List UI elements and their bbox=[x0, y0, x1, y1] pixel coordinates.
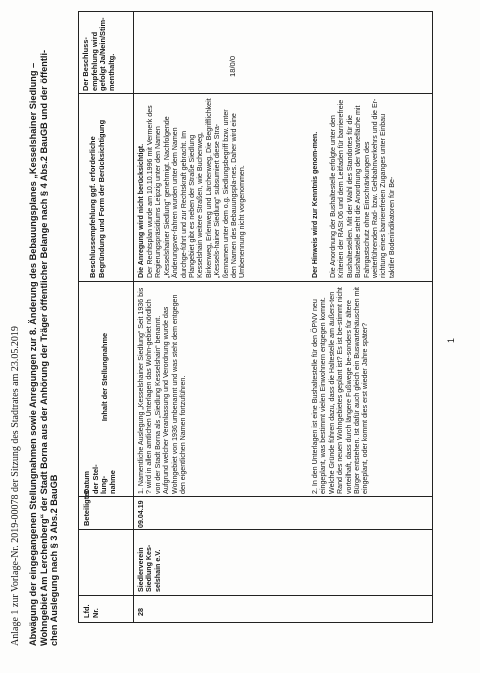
inhalt-point-1: 1. Namentliche Auslegung „Kesselshainer Siedlung“ Seit 1936 bis ? wird in allen amtlichen Unterlagen das Wohn-gebiet nördlich von der Stadt Borna als „Siedlung Kesselshain“ benannt. Aufgrund welcher Veranlassung und Verordnung wurde das Wohngebiet von 1936 umbenannt und was steht dem entgegen den eigentlichen Namen fortzuführen. bbox=[137, 287, 188, 494]
document-title bbox=[28, 46, 60, 646]
column-divider bbox=[79, 281, 432, 282]
empfehlung-1-heading: Die Anregung wird nicht berücksichtigt. bbox=[137, 143, 145, 278]
row-beteiligter: Siedlerverein Siedlung Kes-selshain e.V. bbox=[137, 544, 162, 592]
empfehlung-1-text: Der Rechtsplan wurde am 10.10.1996 mit Vermerk des Regierungspräsidiums Leipzig unter den Namen „Kesselshainer Siedlung“ genehmigt. Nachfolgende Änderungsver-fahren wurden unter dem Namen durchge-führt und zur Rechtskraft gebracht. Im Plangebiet gibt es neben der Straße Siedlung Kesselshain weitere Straßen, wie Buchenweg, Birkenweg, Erlenweg und Lärchenweg. Die Begrifflichkeit „Kessels-hainer Siedlung“ subsumiert diese Stra-ßennamen unter dem o.g. Siedlungsbegriff bzw. unter den Namen des Bebauungspla-nes. Daher wird eine Umbenennung nicht vorgenommen. bbox=[146, 98, 247, 278]
title-line-1: Abwägung der eingegangenen Stellungnahmen sowie Anregungen zur 8. Änderung des Bebauungsplanes „Kesselshainer Siedlung – bbox=[28, 62, 38, 646]
page-number: 1 bbox=[446, 337, 456, 343]
col-header-empfehlung: Beschlussempfehlung ggf. erforderliche Begründung und Form der Berücksichtigung bbox=[88, 119, 106, 278]
vote-result: 18/0/0 bbox=[228, 55, 237, 77]
col-header-datum: Datum der Stel-lung-nahme bbox=[82, 464, 117, 494]
col-header-inhalt: Inhalt der Stellungnahme bbox=[100, 332, 109, 422]
inhalt-point-2: 2. In den Unterlagen ist eine Bushaltestelle für den ÖPNV neu eingeplant, was bestimmt vielen Einwohnern entgegen kommt. Welche Gründe führen dazu, dass die Haltestelle am äußers-ten Rand des neuen Wohngebietes geplant ist? Es ist be-stimmt nicht vorteilhaft, dass durch längere Fußwege be-sonders für ältere Bürger entstehen. Ist dafür auch gleich ein Buswartehäuschen mit eingeplant, oder kommt dies erst wieder Jahre später? bbox=[311, 286, 370, 494]
header-divider bbox=[133, 12, 134, 622]
column-divider bbox=[79, 595, 432, 596]
row-nr: 28 bbox=[137, 608, 145, 616]
deliberation-table bbox=[78, 11, 433, 623]
title-line-2: Wohngebiet Am Lerchenberg“ der Stadt Borna aus der Anhörung der Träger öffentlicher Belange nach § 4 Abs.2 BauGB und der öffentli- bbox=[38, 49, 49, 646]
row-datum: 09.04.19 bbox=[137, 500, 145, 528]
column-divider bbox=[79, 93, 432, 94]
col-header-abstimmung: Der Beschluss-empfehlung wird gefolgt Ja/Nein/Stim-menthaltg. bbox=[81, 17, 116, 91]
column-divider bbox=[79, 496, 432, 497]
col-header-beteiligter: Beteiligter bbox=[82, 489, 91, 526]
column-divider bbox=[79, 529, 432, 530]
empfehlung-2-heading: Der Hinweis wird zur Kenntnis genom-men. bbox=[311, 131, 319, 278]
title-line-3: chen Auslegung nach § 3 Abs.2 BauGB bbox=[49, 474, 60, 646]
col-header-nr: Lfd. Nr. bbox=[82, 604, 100, 618]
empfehlung-2-text: Die Anordnung der Bushaltestelle erfolgte unter den Kriterien der RASt 06 und dem Leitfaden für barrierefreie Bushaltestellen. Mit der Wahl des Standortes für die Bushaltestelle steht die Anordnung der Wartefläche mit Fahrgastschutz ohne Einschränkungen des weiterführenden Rad- bzw. Gehbahnverkehrs und die Er-richtung eines barrierefreien Zuganges unter Einbau taktiler Bodenindikatoren für Be- bbox=[329, 98, 396, 278]
attachment-line: Anlage 1 zur Vorlage-Nr. 2019-00078 der Sitzung des Stadtrates am 23.05.2019 bbox=[10, 326, 21, 646]
